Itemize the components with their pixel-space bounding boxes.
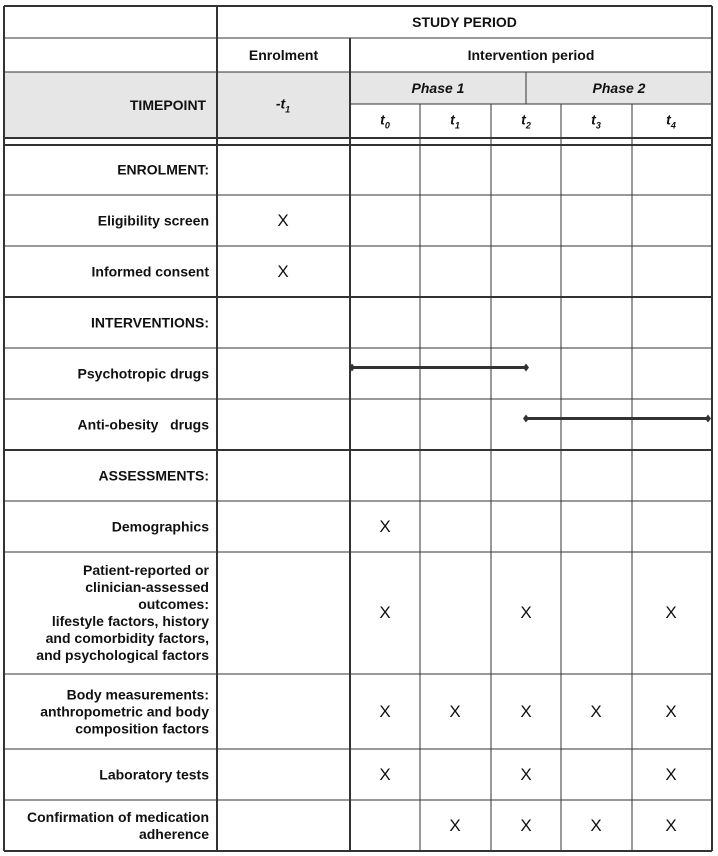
timepoint-header: TIMEPOINT xyxy=(129,97,207,113)
schedule-mark: X xyxy=(665,701,677,721)
schedule-mark: X xyxy=(277,210,289,230)
timepoint-t3-sub: 3 xyxy=(595,120,601,131)
phase-2-header: Phase 2 xyxy=(592,80,646,96)
schedule-mark: X xyxy=(590,701,602,721)
timepoint-t2 xyxy=(521,112,531,131)
row-label: Eligibility screen xyxy=(97,212,209,228)
row-label: Demographics xyxy=(111,518,209,534)
schedule-mark: X xyxy=(449,701,461,721)
timepoint-t0-sub: 0 xyxy=(384,120,390,131)
row-label: ASSESSMENTS: xyxy=(98,467,209,483)
row-label: ENROLMENT: xyxy=(117,161,209,178)
schedule-mark: X xyxy=(590,815,602,835)
timepoint-t4-sub: 4 xyxy=(670,120,676,131)
row-label: Patient-reported or clinician-assessed outcomes: lifestyle factors, history and comorbidity factors, and psychological factors xyxy=(36,562,209,663)
enrolment-timepoint-base: -t xyxy=(275,95,286,112)
timepoint-t1 xyxy=(450,112,460,131)
row-label: Informed consent xyxy=(91,263,209,279)
schedule-mark: X xyxy=(520,815,532,835)
phase-header-fill xyxy=(350,72,712,104)
timepoint-t1-base: t xyxy=(450,111,455,128)
schedule-mark: X xyxy=(520,603,532,622)
schedule-mark: X xyxy=(277,261,289,281)
schedule-mark: X xyxy=(379,516,391,536)
row-label: Psychotropic drugs xyxy=(77,365,209,381)
schedule-mark: X xyxy=(449,815,461,835)
timepoint-t0 xyxy=(380,112,390,131)
row-label: Confirmation of medication adherence xyxy=(27,808,209,842)
duration-bar-end-cap xyxy=(705,415,711,423)
enrolment-header: Enrolment xyxy=(248,47,319,63)
schedule-mark: X xyxy=(665,603,677,622)
schedule-mark: X xyxy=(379,701,391,721)
row-label: INTERVENTIONS: xyxy=(91,314,209,330)
timepoint-t3 xyxy=(591,112,601,131)
timepoint-t0-base: t xyxy=(380,111,385,128)
study-period-header: STUDY PERIOD xyxy=(412,14,517,30)
row-label: Laboratory tests xyxy=(99,766,209,782)
row-label: Anti-obesity drugs xyxy=(77,416,209,432)
timepoint-t4 xyxy=(666,112,676,131)
timepoint-t1-sub: 1 xyxy=(454,120,460,131)
timepoint-t3-base: t xyxy=(591,111,596,128)
timepoint-t2-sub: 2 xyxy=(525,120,531,131)
timepoint-t4-base: t xyxy=(666,111,671,128)
phase-1-header: Phase 1 xyxy=(411,80,465,96)
intervention-period-header: Intervention period xyxy=(467,47,595,63)
schedule-mark: X xyxy=(665,764,677,784)
schedule-mark: X xyxy=(520,764,532,784)
schedule-mark: X xyxy=(520,701,532,721)
schedule-mark: X xyxy=(665,815,677,835)
enrolment-timepoint-sub: 1 xyxy=(285,104,291,115)
duration-bar-end-cap xyxy=(523,364,529,372)
schedule-mark: X xyxy=(379,603,391,622)
duration-bar-start-cap xyxy=(523,415,529,423)
schedule-mark: X xyxy=(379,764,391,784)
timepoint-t2-base: t xyxy=(521,111,526,128)
enrolment-timepoint xyxy=(276,96,290,115)
row-label: Body measurements: anthropometric and body composition factors xyxy=(40,686,209,736)
